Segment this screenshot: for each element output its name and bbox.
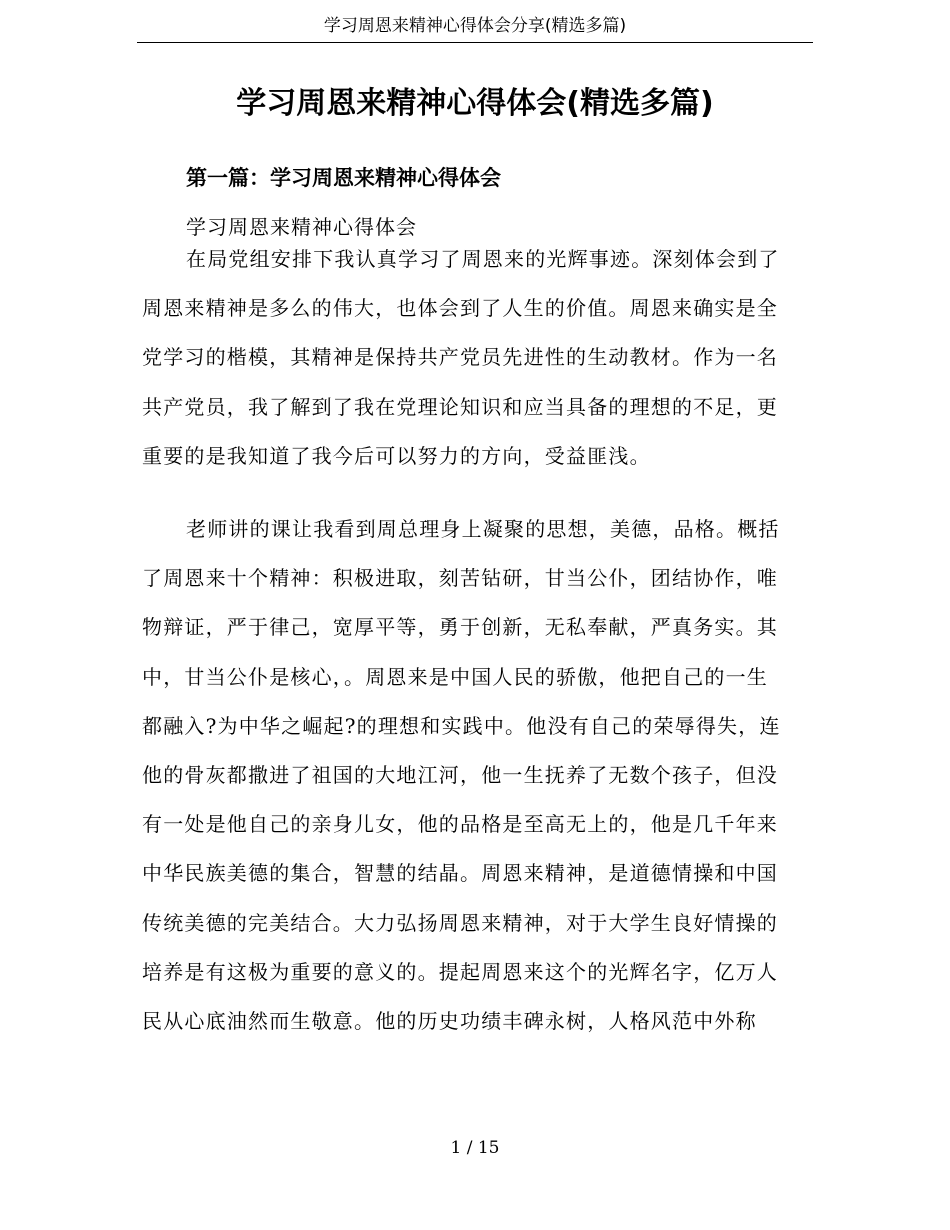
paragraph-2 [142, 505, 802, 1046]
text-line: 中华民族美德的集合，智慧的结晶。周恩来精神，是道德情操和中国 [142, 861, 778, 886]
text-line: 民从心底油然而生敬意。他的历史功绩丰碑永树，人格风范中外称 [142, 1009, 757, 1034]
text-line: 培养是有这极为重要的意义的。提起周恩来这个的光辉名字，亿万人 [142, 959, 778, 984]
section-title: 第一篇：学习周恩来精神心得体会 [186, 166, 501, 190]
text-line: 都融入?为中华之崛起?的理想和实践中。他没有自己的荣辱得失，连 [142, 713, 781, 738]
text-line: 传统美德的完美结合。大力弘扬周恩来精神，对于大学生良好情操的 [142, 910, 778, 935]
text-line: 周恩来精神是多么的伟大，也体会到了人生的价值。周恩来确实是全 [142, 296, 778, 321]
text-line: 共产党员，我了解到了我在党理论知识和应当具备的理想的不足，更 [142, 394, 778, 419]
page-number: 1 / 15 [450, 1138, 500, 1158]
text-line: 在局党组安排下我认真学习了周恩来的光辉事迹。深刻体会到了 [186, 247, 780, 271]
text-line: 中，甘当公仆是核心，。周恩来是中国人民的骄傲，他把自己的一生 [142, 664, 768, 689]
document-title: 学习周恩来精神心得体会(精选多篇) [236, 86, 714, 121]
page-header [137, 14, 813, 43]
text-line: 党学习的楷模，其精神是保持共产党员先进性的生动教材。作为一名 [142, 345, 778, 370]
paragraph-1 [142, 235, 802, 481]
text-line: 他的骨灰都撒进了祖国的大地江河，他一生抚养了无数个孩子，但没 [142, 763, 778, 788]
text-line: 物辩证，严于律己，宽厚平等，勇于创新，无私奉献，严真务实。其 [142, 615, 778, 640]
running-title: 学习周恩来精神心得体会分享(精选多篇) [323, 16, 627, 36]
text-line: 有一处是他自己的亲身儿女，他的品格是至高无上的，他是几千年来 [142, 812, 778, 837]
text-line: 了周恩来十个精神：积极进取，刻苦钻研，甘当公仆，团结协作，唯 [142, 566, 778, 591]
text-line: 重要的是我知道了我今后可以努力的方向，受益匪浅。 [142, 443, 651, 468]
subtitle: 学习周恩来精神心得体会 [186, 215, 417, 239]
text-line: 老师讲的课让我看到周总理身上凝聚的思想，美德，品格。概括 [186, 517, 780, 541]
